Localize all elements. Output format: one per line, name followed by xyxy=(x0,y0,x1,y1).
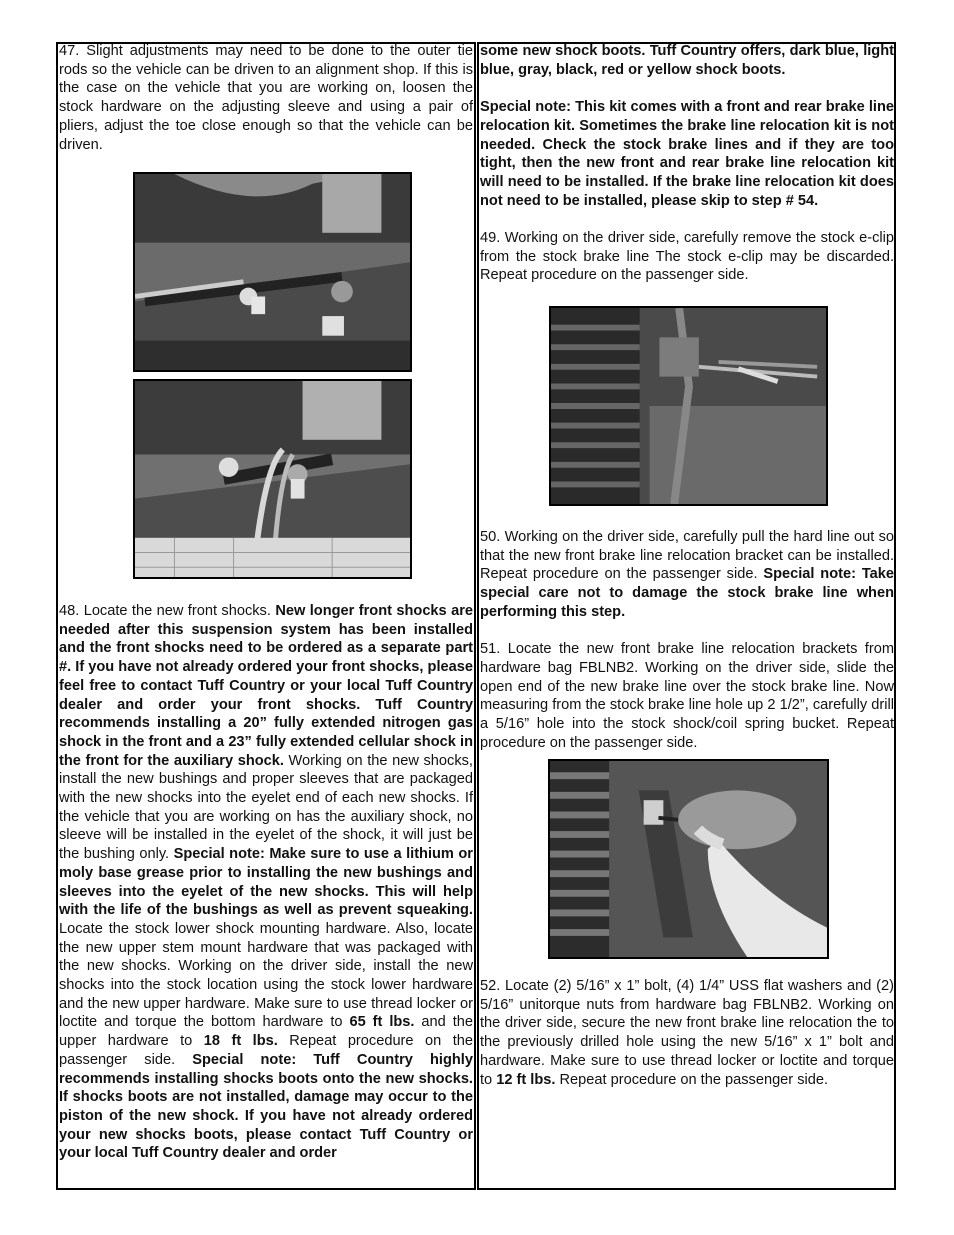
tie-rod-adjust-photo-2 xyxy=(133,379,412,579)
column-divider xyxy=(474,42,479,1190)
step-50-paragraph: 50. Working on the driver side, carefully pull the hard line out so that the new front brake line relocation bracket can be installed. Repeat procedure on the passenger side. Special note: Take special care not to damage the stock brake line when performing this step. xyxy=(480,529,895,620)
step-50-text xyxy=(480,528,894,752)
step-48-text xyxy=(59,602,473,1163)
tie-rod-adjust-photo-1 xyxy=(133,172,412,372)
right-column-text-top xyxy=(480,42,894,285)
brake-eclip-photo xyxy=(549,306,828,506)
step-47-text xyxy=(59,42,473,154)
step-51-paragraph: 51. Locate the new front brake line relocation brackets from hardware bag FBLNB2. Working on the driver side, slide the open end of the new brake line over the stock brake line. Now measuring from the stock brake line hole up 2 1/2”, carefully drill a 5/16” hole into the stock shock/coil spring bucket. Repeat procedure on the passenger side. xyxy=(480,641,894,751)
step-47-paragraph: 47. Slight adjustments may need to be done to the outer tie rods so the vehicle can be driven to an alignment shop. If this is the case on the vehicle that you are working on, loosen the stock hardware on the adjusting sleeve and using a pair of pliers, adjust the toe close enough so that the vehicle can be driven. xyxy=(59,43,473,153)
step-48-paragraph: 48. Locate the new front shocks. New longer front shocks are needed after this suspension system has been installed and the front shocks need to be ordered as a separate part #. If you have not already ordered your front shocks, please feel free to contact Tuff Country or your local Tuff Country dealer and order your front shocks. Tuff Country recommends installing a 20” fully extended nitrogen gas shock in the front and a 23” fully extended cellular shock in the front for the auxiliary shock. Working on the new shocks, install the new bushings and proper sleeves that are packaged with the new shocks into the eyelet end of each new shocks. If the vehicle that you are working on has the auxiliary shock, no sleeve will be installed in the eyelet of the shock, it will just be the bushing only. Special note: Make sure to use a lithium or moly base grease prior to installing the new bushings and sleeves into the eyelet of the new shocks. This will help with the life of the bushings as well as prevent squeaking. Locate the stock lower shock mounting hardware. Also, locate the new upper stem mount hardware that was packaged with the new shocks. Working on the driver side, install the new shocks into the stock location using the stock lower hardware and the new upper hardware. Make sure to use thread locker or loctite and torque the bottom hardware to 65 ft lbs. and the upper hardware to 18 ft lbs. Repeat procedure on the passenger side. Special note: Tuff Country highly recommends installing shocks boots onto the new shocks. If shocks boots are not installed, damage may occur to the piston of the new shock. If you have not already ordered your new shocks boots, please contact Tuff Country or your local Tuff Country dealer and order xyxy=(59,603,473,1162)
step-52-text xyxy=(480,977,894,1089)
brake-line-special-note: Special note: This kit comes with a front and rear brake line relocation kit. Sometimes the brake line relocation kit is not needed. Check the stock brake lines and if they are too tight, then the new front and rear brake line relocation kit will need to be installed. If the brake line relocation kit does not need to be installed, please skip to step # 54. xyxy=(480,99,894,209)
step-49-paragraph: 49. Working on the driver side, carefully remove the stock e-clip from the stock brake line The stock e-clip may be discarded. Repeat procedure on the passenger side. xyxy=(480,230,894,284)
drill-hole-photo xyxy=(548,759,829,959)
step-52-paragraph: 52. Locate (2) 5/16” x 1” bolt, (4) 1/4” USS flat washers and (2) 5/16” unitorque nuts from hardware bag FBLNB2. Working on the driver side, secure the new front brake line relocation the to the previously drilled hole using the new 5/16” x 1” bolt and hardware. Make sure to use thread locker or loctite and torque to 12 ft lbs. Repeat procedure on the passenger side. xyxy=(480,978,894,1088)
step-48-continued: some new shock boots. Tuff Country offers, dark blue, light blue, gray, black, red or yellow shock boots. xyxy=(480,43,894,78)
